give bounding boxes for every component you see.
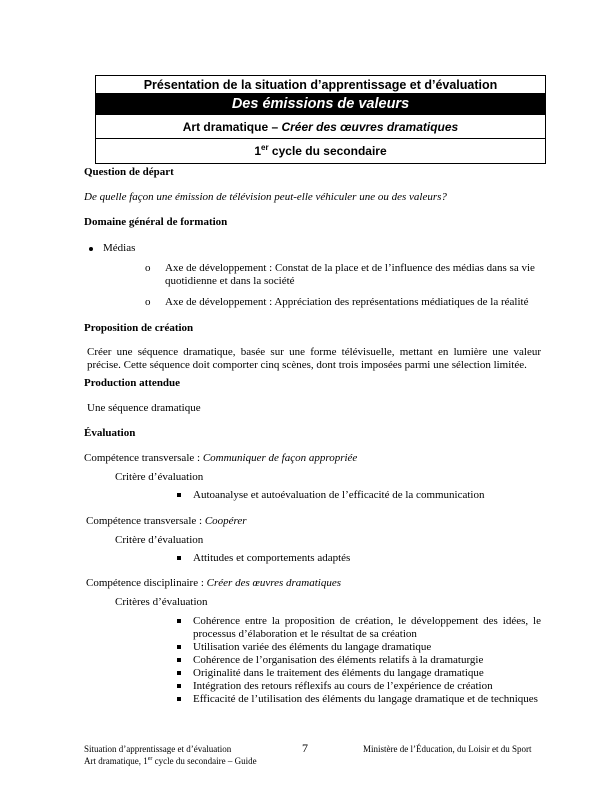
- square-bullet-icon: [177, 619, 181, 623]
- competence-1-critere: Critère d’évaluation: [115, 471, 204, 483]
- square-bullet-icon: [177, 645, 181, 649]
- circle-bullet-icon: o: [145, 262, 151, 274]
- proposition-heading: Proposition de création: [84, 322, 194, 334]
- header-box: [95, 75, 546, 164]
- footer-left-a: Art dramatique, 1: [84, 756, 148, 766]
- footer-left-b: cycle du secondaire – Guide: [152, 756, 257, 766]
- domaine-item: Médias: [103, 242, 136, 254]
- square-bullet-icon: [177, 684, 181, 688]
- footer-left-line1: Situation d’apprentissage et d’évaluation: [84, 744, 232, 754]
- competence-3-label: Compétence disciplinaire :: [86, 577, 207, 589]
- competence-3-critere: Critères d’évaluation: [115, 596, 208, 608]
- competence-1: [84, 452, 357, 465]
- subject-prefix: Art dramatique –: [182, 120, 282, 134]
- square-bullet-icon: [177, 671, 181, 675]
- competence-2-item: Attitudes et comportements adaptés: [193, 552, 351, 564]
- competence-1-name: Communiquer de façon appropriée: [202, 452, 358, 464]
- competence-3: [86, 577, 341, 590]
- axe-2-line1: Axe de développement : Appréciation des représentations médiatiques de la réalité: [165, 296, 529, 308]
- question-heading: Question de départ: [84, 166, 174, 178]
- competence-2-critere: Critère d’évaluation: [115, 534, 204, 546]
- square-bullet-icon: [177, 658, 181, 662]
- competence-3-item: Intégration des retours réflexifs au cours de l’expérience de création: [193, 680, 493, 692]
- square-bullet-icon: [177, 493, 181, 497]
- competence-3-name: Créer des œuvres dramatiques: [206, 577, 341, 589]
- square-bullet-icon: [177, 556, 181, 560]
- competence-2-label: Compétence transversale :: [86, 515, 205, 527]
- footer-left-sup: er: [147, 756, 153, 762]
- competence-3-item: Utilisation variée des éléments du langage dramatique: [193, 641, 432, 653]
- domaine-heading: Domaine général de formation: [84, 216, 228, 228]
- competence-3-item: Originalité dans le traitement des éléments du langage dramatique: [193, 667, 484, 679]
- footer-right: Ministère de l’Éducation, du Loisir et du Sport: [363, 744, 532, 754]
- subject-name: Créer des œuvres dramatiques: [281, 120, 459, 134]
- competence-1-label: Compétence transversale :: [84, 452, 203, 464]
- header-cycle: [96, 139, 545, 163]
- header-title: Des émissions de valeurs: [96, 94, 545, 115]
- competence-2-name: Coopérer: [204, 515, 247, 527]
- axe-1-line1: Axe de développement : Constat de la place et de l’influence des médias dans sa vie: [165, 262, 535, 274]
- square-bullet-icon: [177, 697, 181, 701]
- proposition-text: Créer une séquence dramatique, basée sur une forme télévisuelle, mettant en lumière une valeur précise. Cette séquence doit comporter cinq scènes, dont trois imposées parmi une sélection limitée.: [87, 346, 541, 371]
- bullet-icon: [89, 247, 93, 251]
- axe-1-line2: quotidienne et dans la société: [165, 275, 295, 287]
- competence-2: [86, 515, 247, 528]
- header-subject: [96, 115, 545, 139]
- cycle-number: 1: [254, 144, 262, 158]
- header-presentation: Présentation de la situation d’apprentissage et d’évaluation: [96, 76, 545, 94]
- competence-1-item: Autoanalyse et autoévaluation de l’efficacité de la communication: [193, 489, 485, 501]
- page-number: 7: [302, 741, 308, 755]
- production-text: Une séquence dramatique: [87, 402, 201, 414]
- circle-bullet-icon: o: [145, 296, 151, 308]
- cycle-rest: cycle du secondaire: [268, 144, 387, 158]
- question-text: De quelle façon une émission de télévision peut-elle véhiculer une ou des valeurs?: [84, 191, 447, 203]
- competence-3-first-line1: Cohérence entre la proposition de création, le développement des idées, le: [193, 615, 541, 627]
- production-heading: Production attendue: [84, 377, 181, 389]
- footer-left-line2: [84, 756, 257, 767]
- evaluation-heading: Évaluation: [84, 427, 136, 439]
- competence-3-item: Efficacité de l’utilisation des éléments du langage dramatique et de techniques: [193, 693, 538, 705]
- competence-3-first-line2: processus d’élaboration et le résultat de sa création: [193, 628, 417, 640]
- competence-3-item: Cohérence de l’organisation des éléments relatifs à la dramaturgie: [193, 654, 484, 666]
- cycle-sup: er: [261, 143, 269, 152]
